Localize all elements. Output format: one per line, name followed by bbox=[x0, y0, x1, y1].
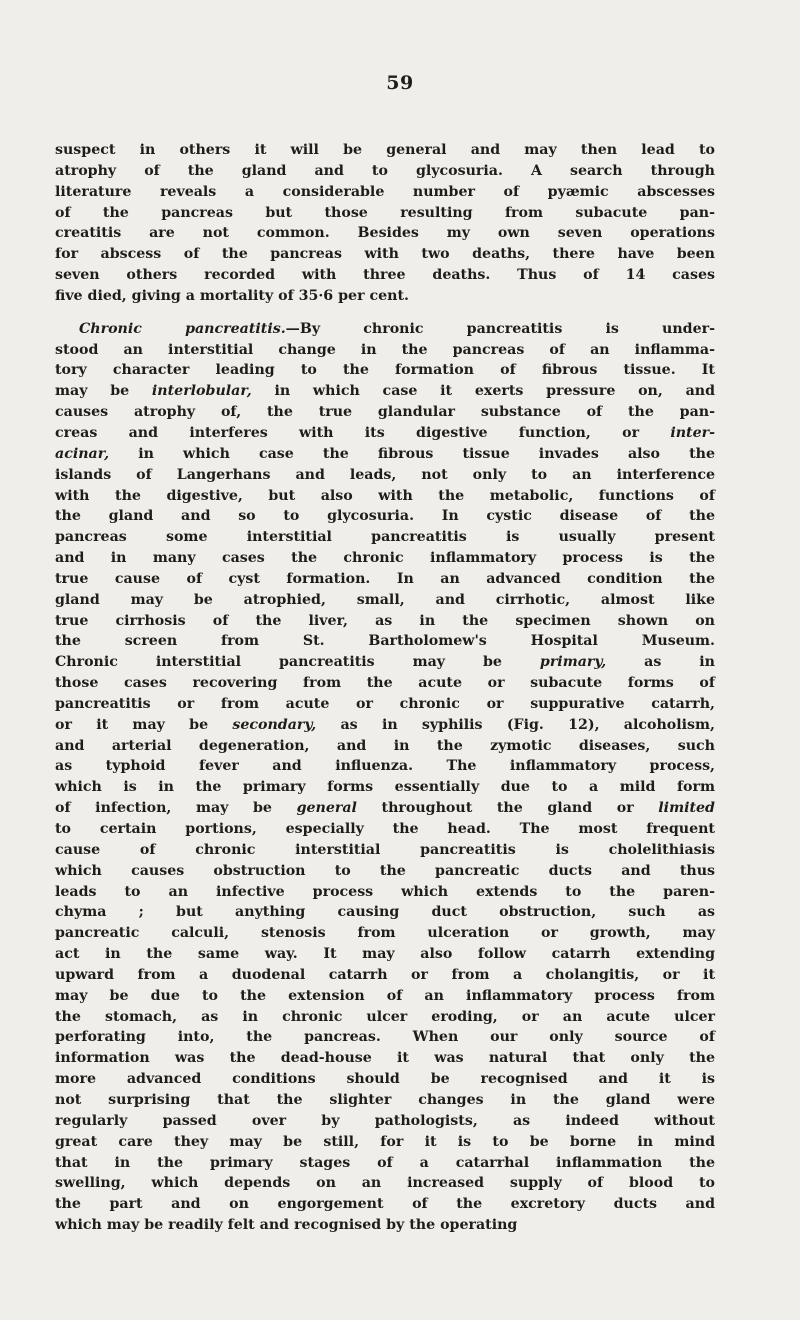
text-run: the stomach, as in chronic ulcer eroding, or an acute ulcer bbox=[55, 1008, 715, 1025]
text-run: perforating into, the pancreas. When our only source of bbox=[55, 1029, 715, 1046]
italic-term: secondary, bbox=[232, 716, 317, 733]
text-run: upward from a duodenal catarrh or from a cholangitis, or it bbox=[55, 966, 715, 983]
text-run: of the pancreas but those resulting from subacute pan- bbox=[55, 204, 715, 221]
text-line bbox=[55, 1153, 715, 1174]
text-line bbox=[55, 715, 715, 736]
text-run: creas and interferes with its digestive function, or bbox=[55, 424, 671, 441]
text-run: may be bbox=[55, 383, 152, 400]
text-line bbox=[55, 182, 715, 203]
text-line bbox=[55, 1090, 715, 1111]
text-line bbox=[55, 1111, 715, 1132]
text-line bbox=[55, 673, 715, 694]
body-text bbox=[55, 140, 715, 1236]
text-run: to certain portions, especially the head. The most frequent bbox=[55, 821, 715, 837]
text-run: the part and on engorgement of the excretory ducts and bbox=[55, 1196, 715, 1213]
text-run: throughout the gland or bbox=[356, 800, 659, 817]
text-run: tory character leading to the formation of fibrous tissue. It bbox=[55, 362, 715, 379]
italic-term: Chronic pancreatitis. bbox=[79, 320, 286, 337]
text-run: seven others recorded with three deaths. Thus of 14 cases bbox=[55, 267, 715, 284]
text-line bbox=[55, 140, 715, 161]
text-line bbox=[55, 590, 715, 611]
text-run: in which case the fibrous tissue invades also the bbox=[109, 445, 715, 462]
text-line bbox=[55, 798, 715, 819]
text-line bbox=[55, 1069, 715, 1090]
text-run: creatitis are not common. Besides my own seven operations bbox=[55, 225, 715, 242]
paragraph bbox=[55, 319, 715, 1236]
text-line bbox=[55, 423, 715, 444]
text-line bbox=[55, 444, 715, 465]
text-line bbox=[55, 986, 715, 1007]
text-run: not surprising that the slighter changes in the gland were bbox=[55, 1091, 715, 1108]
text-run: as typhoid fever and influenza. The inflammatory process, bbox=[55, 758, 715, 775]
text-run: pancreatic calculi, stenosis from ulceration or growth, may bbox=[55, 925, 715, 942]
text-run: with the digestive, but also with the metabolic, functions of bbox=[55, 487, 715, 504]
text-run: which may be readily felt and recognised by the operating bbox=[55, 1217, 518, 1234]
text-line bbox=[55, 548, 715, 569]
text-line bbox=[55, 694, 715, 715]
text-line bbox=[55, 1194, 715, 1215]
text-line bbox=[55, 944, 715, 965]
text-run: causes atrophy of, the true glandular substance of the pan- bbox=[55, 404, 715, 421]
text-run: great care they may be still, for it is to be borne in mind bbox=[55, 1133, 715, 1150]
text-run: swelling, which depends on an increased supply of blood to bbox=[55, 1175, 715, 1192]
text-line bbox=[55, 402, 715, 423]
text-run: those cases recovering from the acute or subacute forms of bbox=[55, 675, 715, 692]
page-number: 59 bbox=[386, 72, 414, 94]
text-line bbox=[55, 777, 715, 798]
text-line bbox=[55, 902, 715, 923]
text-run: as in syphilis (Fig. 12), alcoholism, bbox=[316, 716, 715, 733]
text-run: stood an interstitial change in the pancreas of an inflamma- bbox=[55, 341, 715, 358]
text-run: in which case it exerts pressure on, and bbox=[251, 383, 715, 400]
text-line bbox=[55, 1048, 715, 1069]
text-run: and in many cases the chronic inflammatory process is the bbox=[55, 550, 715, 567]
text-run: islands of Langerhans and leads, not only to an interference bbox=[55, 466, 715, 483]
text-line bbox=[55, 631, 715, 652]
text-line bbox=[55, 840, 715, 861]
paragraph bbox=[55, 140, 715, 307]
text-line bbox=[55, 265, 715, 286]
italic-term: inter- bbox=[670, 424, 715, 441]
text-line bbox=[55, 1173, 715, 1194]
text-run: —By chronic pancreatitis is under- bbox=[285, 320, 715, 337]
text-run: true cirrhosis of the liver, as in the specimen shown on bbox=[55, 612, 715, 629]
text-line bbox=[55, 161, 715, 182]
text-line bbox=[55, 1027, 715, 1048]
text-run: true cause of cyst formation. In an advanced condition the bbox=[55, 570, 715, 587]
text-run: suspect in others it will be general and may then lead to bbox=[55, 142, 715, 158]
text-run: atrophy of the gland and to glycosuria. A search through bbox=[55, 162, 715, 179]
text-run: pancreatitis or from acute or chronic or suppurative catarrh, bbox=[55, 695, 715, 712]
text-line bbox=[55, 736, 715, 757]
text-line bbox=[55, 203, 715, 224]
text-line bbox=[55, 965, 715, 986]
text-run: that in the primary stages of a catarrhal inflammation the bbox=[55, 1154, 715, 1171]
text-run: of infection, may be bbox=[55, 800, 297, 817]
text-line bbox=[55, 244, 715, 265]
text-line bbox=[55, 340, 715, 361]
text-line bbox=[55, 286, 715, 307]
italic-term: general bbox=[296, 800, 357, 817]
text-run: five died, giving a mortality of 35·6 per cent. bbox=[55, 287, 409, 304]
text-run: as in bbox=[606, 654, 715, 671]
text-run: which is in the primary forms essentially due to a mild form bbox=[55, 779, 715, 796]
text-line bbox=[55, 319, 715, 340]
text-line bbox=[55, 611, 715, 632]
text-line bbox=[55, 506, 715, 527]
italic-term: primary, bbox=[539, 654, 607, 671]
text-line bbox=[55, 486, 715, 507]
text-line bbox=[55, 923, 715, 944]
text-run: Chronic interstitial pancreatitis may be bbox=[55, 654, 540, 671]
text-run: information was the dead-house it was natural that only the bbox=[55, 1050, 715, 1067]
text-line bbox=[55, 861, 715, 882]
text-line bbox=[55, 223, 715, 244]
text-run: or it may be bbox=[55, 716, 233, 733]
text-line bbox=[55, 569, 715, 590]
text-run: chyma ; but anything causing duct obstruction, such as bbox=[55, 904, 715, 921]
text-line bbox=[55, 882, 715, 903]
text-run: act in the same way. It may also follow catarrh extending bbox=[55, 946, 715, 963]
text-line bbox=[55, 652, 715, 673]
text-line bbox=[55, 465, 715, 486]
text-line bbox=[55, 1215, 715, 1236]
text-run: the gland and so to glycosuria. In cystic disease of the bbox=[55, 508, 715, 525]
italic-term: limited bbox=[658, 800, 715, 817]
text-run: cause of chronic interstitial pancreatitis is cholelithiasis bbox=[55, 841, 715, 858]
italic-term: interlobular, bbox=[151, 383, 252, 400]
text-run: the screen from St. Bartholomew's Hospital Museum. bbox=[55, 633, 715, 650]
text-line bbox=[55, 527, 715, 548]
text-run: for abscess of the pancreas with two deaths, there have been bbox=[55, 246, 715, 263]
text-run: which causes obstruction to the pancreatic ducts and thus bbox=[55, 862, 715, 879]
text-line bbox=[55, 819, 715, 840]
text-line bbox=[55, 1007, 715, 1028]
text-run: may be due to the extension of an inflammatory process from bbox=[55, 987, 715, 1004]
text-run: regularly passed over by pathologists, as indeed without bbox=[55, 1112, 715, 1129]
text-run: gland may be atrophied, small, and cirrhotic, almost like bbox=[55, 591, 715, 608]
text-run: leads to an infective process which extends to the paren- bbox=[55, 883, 715, 900]
text-line bbox=[55, 381, 715, 402]
text-run: and arterial degeneration, and in the zymotic diseases, such bbox=[55, 737, 715, 754]
italic-term: acinar, bbox=[55, 445, 110, 462]
text-line bbox=[55, 360, 715, 381]
text-run: literature reveals a considerable number of pyæmic abscesses bbox=[55, 183, 715, 200]
text-run: pancreas some interstitial pancreatitis is usually present bbox=[55, 529, 715, 546]
text-run: more advanced conditions should be recognised and it is bbox=[55, 1071, 715, 1088]
text-line bbox=[55, 756, 715, 777]
text-line bbox=[55, 1132, 715, 1153]
